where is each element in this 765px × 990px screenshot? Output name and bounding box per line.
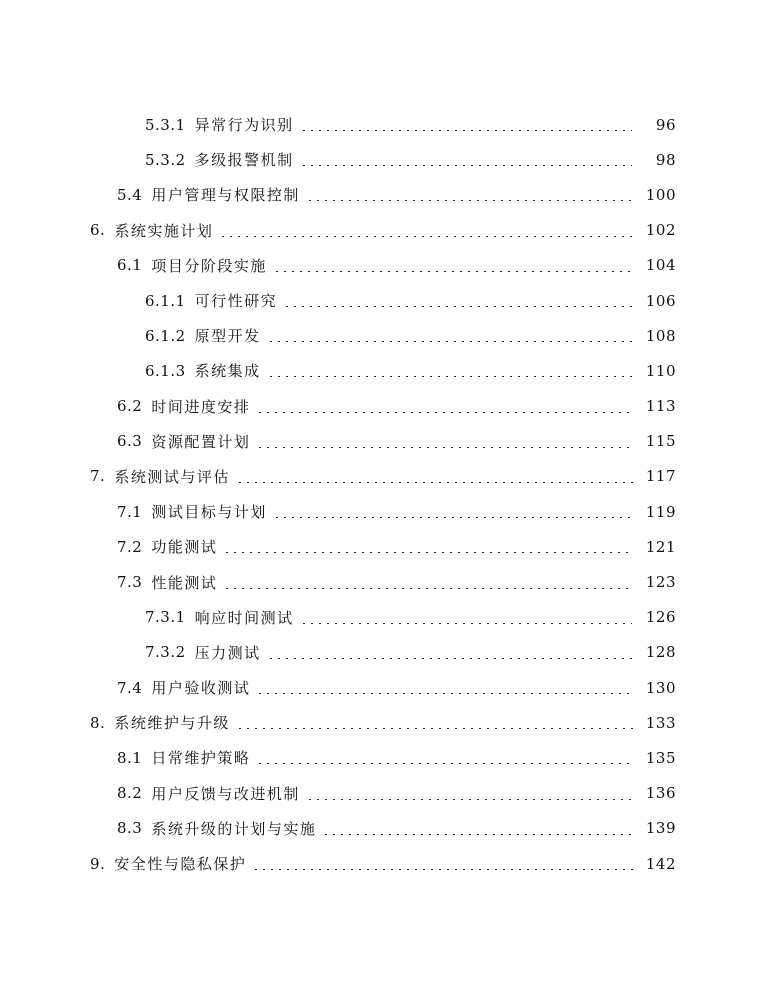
toc-entry[interactable] (0, 459, 765, 494)
toc-entry-title: 项目分阶段实施 (151, 256, 267, 275)
toc-entry-title: 时间进度安排 (151, 397, 251, 416)
dot-leader (273, 271, 632, 272)
toc-entry-page: 113 (645, 397, 676, 416)
toc-entry[interactable] (0, 353, 765, 388)
toc-entry-page: 133 (645, 713, 676, 732)
toc-entry[interactable] (0, 177, 765, 212)
table-of-contents (0, 107, 765, 881)
toc-entry[interactable] (0, 564, 765, 599)
toc-entry-title: 压力测试 (194, 643, 261, 662)
dot-leader (256, 693, 632, 694)
toc-entry-page: 139 (645, 819, 676, 838)
dot-leader (223, 588, 632, 589)
dot-leader (267, 341, 632, 342)
toc-entry-page: 96 (655, 115, 676, 134)
toc-entry-number: 8.1 (117, 748, 143, 767)
toc-entry-page: 130 (645, 678, 676, 697)
toc-entry[interactable] (0, 248, 765, 283)
toc-entry-title: 测试目标与计划 (151, 503, 267, 522)
toc-entry-title: 用户反馈与改进机制 (151, 784, 300, 803)
toc-entry-page: 104 (645, 256, 676, 275)
toc-entry[interactable] (0, 142, 765, 177)
toc-entry-page: 136 (645, 784, 676, 803)
toc-entry[interactable] (0, 740, 765, 775)
toc-entry-number: 7.3.2 (145, 643, 186, 662)
toc-entry-title: 性能测试 (151, 573, 218, 592)
toc-entry[interactable] (0, 811, 765, 846)
toc-entry-title: 用户验收测试 (151, 679, 251, 698)
toc-entry-page: 102 (645, 221, 676, 240)
toc-entry-number: 6.1.2 (145, 326, 186, 345)
toc-entry[interactable] (0, 283, 765, 318)
dot-leader (306, 799, 632, 800)
dot-leader (252, 869, 636, 870)
dot-leader (256, 447, 632, 448)
toc-entry-title: 异常行为识别 (194, 116, 294, 135)
toc-entry-title: 系统升级的计划与实施 (151, 819, 317, 838)
toc-entry-page: 128 (645, 643, 676, 662)
toc-entry-page: 123 (645, 573, 676, 592)
toc-entry[interactable] (0, 318, 765, 353)
toc-entry[interactable] (0, 635, 765, 670)
toc-entry-page: 110 (645, 361, 676, 380)
dot-leader (267, 658, 632, 659)
toc-entry[interactable] (0, 494, 765, 529)
toc-entry-number: 5.3.2 (145, 150, 186, 169)
dot-leader (300, 623, 632, 624)
toc-entry-number: 8.2 (117, 784, 143, 803)
dot-leader (300, 165, 632, 166)
toc-entry[interactable] (0, 600, 765, 635)
toc-entry-title: 多级报警机制 (194, 151, 294, 170)
toc-entry-page: 98 (655, 150, 676, 169)
toc-entry-page: 142 (645, 854, 676, 873)
toc-entry-number: 6. (90, 221, 106, 240)
toc-entry-page: 106 (645, 291, 676, 310)
dot-leader (300, 130, 632, 131)
toc-entry-page: 121 (645, 537, 676, 556)
toc-entry-number: 9. (90, 854, 106, 873)
toc-entry-number: 7. (90, 467, 106, 486)
toc-entry-page: 108 (645, 326, 676, 345)
toc-entry[interactable] (0, 776, 765, 811)
toc-entry[interactable] (0, 705, 765, 740)
toc-entry-number: 7.3.1 (145, 608, 186, 627)
toc-entry[interactable] (0, 529, 765, 564)
dot-leader (283, 306, 632, 307)
toc-entry-title: 响应时间测试 (194, 608, 294, 627)
toc-entry-title: 资源配置计划 (151, 432, 251, 451)
toc-entry-number: 8. (90, 713, 106, 732)
toc-entry-number: 6.1 (117, 256, 143, 275)
toc-entry-number: 6.2 (117, 397, 143, 416)
toc-entry-page: 135 (645, 748, 676, 767)
toc-entry-number: 6.3 (117, 432, 143, 451)
toc-entry-number: 8.3 (117, 819, 143, 838)
toc-entry-page: 117 (645, 467, 676, 486)
toc-entry[interactable] (0, 107, 765, 142)
toc-entry-title: 系统实施计划 (114, 221, 214, 240)
toc-entry[interactable] (0, 213, 765, 248)
toc-entry-number: 7.2 (117, 537, 143, 556)
dot-leader (273, 517, 632, 518)
dot-leader (256, 763, 632, 764)
toc-entry-number: 7.4 (117, 678, 143, 697)
toc-entry-title: 系统维护与升级 (114, 714, 230, 733)
toc-entry-title: 原型开发 (194, 327, 261, 346)
dot-leader (236, 482, 636, 483)
toc-entry-title: 系统测试与评估 (114, 467, 230, 486)
toc-entry-title: 日常维护策略 (151, 749, 251, 768)
toc-entry-title: 用户管理与权限控制 (151, 186, 300, 205)
toc-entry[interactable] (0, 389, 765, 424)
dot-leader (223, 552, 632, 553)
dot-leader (322, 834, 632, 835)
toc-entry-number: 7.3 (117, 573, 143, 592)
toc-entry-number: 5.3.1 (145, 115, 186, 134)
toc-entry-number: 7.1 (117, 502, 143, 521)
toc-entry-page: 115 (645, 432, 676, 451)
toc-entry-title: 可行性研究 (194, 292, 278, 311)
toc-entry-page: 126 (645, 608, 676, 627)
toc-entry-page: 100 (645, 185, 676, 204)
toc-entry-title: 功能测试 (151, 538, 218, 557)
toc-entry-number: 5.4 (117, 185, 143, 204)
dot-leader (256, 412, 632, 413)
toc-entry[interactable] (0, 846, 765, 881)
toc-entry-page: 119 (645, 502, 676, 521)
toc-entry-title: 系统集成 (194, 362, 261, 381)
dot-leader (219, 236, 636, 237)
toc-entry[interactable] (0, 424, 765, 459)
toc-entry-number: 6.1.1 (145, 291, 186, 310)
dot-leader (306, 200, 632, 201)
dot-leader (267, 376, 632, 377)
toc-entry-title: 安全性与隐私保护 (114, 855, 247, 874)
dot-leader (236, 728, 636, 729)
toc-entry[interactable] (0, 670, 765, 705)
toc-entry-number: 6.1.3 (145, 361, 186, 380)
